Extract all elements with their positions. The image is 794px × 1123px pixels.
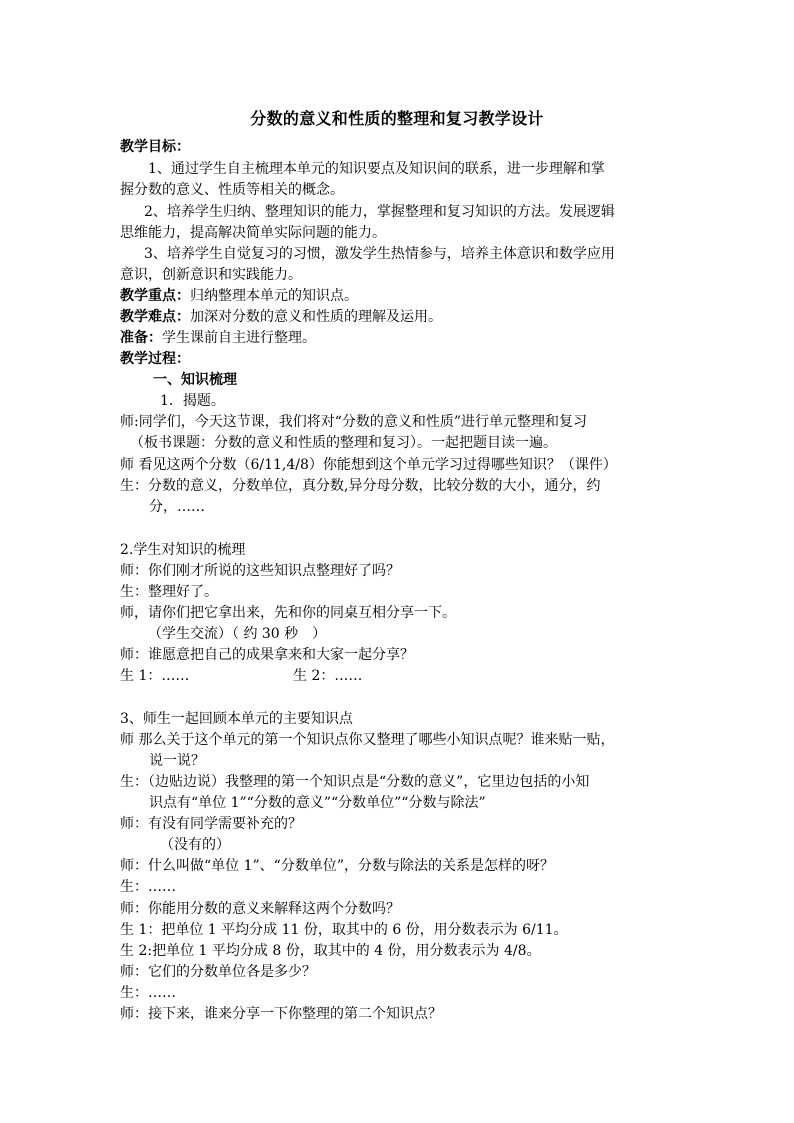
dialogue-line: 师：谁愿意把自己的成果拿来和大家一起分享？ (120, 647, 414, 663)
dialogue-line: 生 2:把单位 1 平均分成 8 份，取其中的 4 份，用分数表示为 4/8。 (120, 943, 541, 959)
dialogue-line: 生：…… (120, 985, 176, 1001)
dialogue-line: 师 看见这两个分数（6/11,4/8）你能想到这个单元学习过得哪些知识？（课件） (120, 457, 617, 473)
dialogue-line: 生：分数的意义，分数单位，真分数,异分母分数，比较分数的大小，通分，约 (120, 478, 601, 494)
dialogue-line: （没有的） (160, 837, 230, 853)
dialogue-line: 生 2：…… (293, 668, 363, 684)
dialogue-line: 师：接下来，谁来分享一下你整理的第二个知识点？ (120, 1006, 442, 1022)
key-point-text: 归纳整理本单元的知识点。 (190, 288, 358, 304)
goal-2-line-1: 2、培养学生归纳、整理知识的能力，掌握整理和复习知识的方法。发展逻辑 (144, 204, 615, 220)
goal-1-line-2: 握分数的意义、性质等相关的概念。 (120, 182, 344, 198)
section-2-heading: 2.学生对知识的梳理 (120, 542, 246, 558)
goal-3-line-1: 3、培养学生自觉复习的习惯，激发学生热情参与，培养主体意识和数学应用 (144, 246, 615, 262)
dialogue-line: 生：（边贴边说）我整理的第一个知识点是“分数的意义”，它里边包括的小知 (120, 774, 590, 790)
dialogue-line: 说一说？ (149, 753, 205, 769)
goal-1-line-1: 1、通过学生自主梳理本单元的知识要点及知识间的联系，进一步理解和掌 (148, 161, 605, 177)
dialogue-line: 生 1：把单位 1 平均分成 11 份，取其中的 6 份，用分数表示为 6/11。 (120, 922, 568, 938)
difficulty-point (120, 307, 690, 327)
dialogue-line: 生：…… (120, 879, 176, 895)
process-heading: 教学过程： (120, 351, 190, 367)
dialogue-line: 师，请你们把它拿出来，先和你的同桌互相分享一下。 (120, 605, 456, 621)
goals-heading: 教学目标： (120, 139, 190, 155)
goal-2-line-2: 思维能力，提高解决简单实际问题的能力。 (120, 225, 386, 241)
difficulty-label: 教学难点： (120, 309, 190, 325)
dialogue-line: 生 1：…… (120, 668, 190, 684)
dialogue-line: 分，…… (149, 499, 205, 515)
difficulty-text: 加深对分数的意义和性质的理解及运用。 (190, 309, 442, 325)
step-1: 1．揭题。 (160, 393, 225, 409)
dialogue-line: （学生交流）（ 约 30 秒 ） (148, 626, 327, 642)
dialogue-line: （板书课题：分数的意义和性质的整理和复习）。一起把题目读一遍。 (130, 435, 557, 451)
dialogue-line: 师：你能用分数的意义来解释这两个分数吗？ (120, 901, 400, 917)
dialogue-line: 师:同学们，今天这节课，我们将对“分数的意义和性质”进行单元整理和复习 (120, 414, 588, 430)
preparation-label: 准备： (120, 330, 162, 346)
document-title: 分数的意义和性质的整理和复习教学设计 (250, 109, 544, 128)
goal-3-line-2: 意识，创新意识和实践能力。 (120, 267, 302, 283)
dialogue-line: 师：你们刚才所说的这些知识点整理好了吗？ (120, 563, 400, 579)
dialogue-line: 识点有“单位 1”“分数的意义”“分数单位”“分数与除法” (149, 795, 486, 811)
dialogue-line: 师 那么关于这个单元的第一个知识点你又整理了哪些小知识点呢？谁来贴一贴， (120, 732, 615, 748)
key-point (120, 286, 690, 306)
section-1-heading: 一、知识梳理 (153, 372, 237, 388)
key-point-label: 教学重点： (120, 288, 190, 304)
preparation-text: 学生课前自主进行整理。 (162, 330, 316, 346)
dialogue-line: 师：它们的分数单位各是多少？ (120, 964, 316, 980)
dialogue-line: 师：有没有同学需要补充的？ (120, 816, 302, 832)
section-3-heading: 3、师生一起回顾本单元的主要知识点 (120, 711, 353, 727)
dialogue-line: 生：整理好了。 (120, 584, 218, 600)
dialogue-line: 师：什么叫做“单位 1”、“分数单位”，分数与除法的关系是怎样的呀？ (120, 858, 554, 874)
preparation (120, 328, 690, 348)
